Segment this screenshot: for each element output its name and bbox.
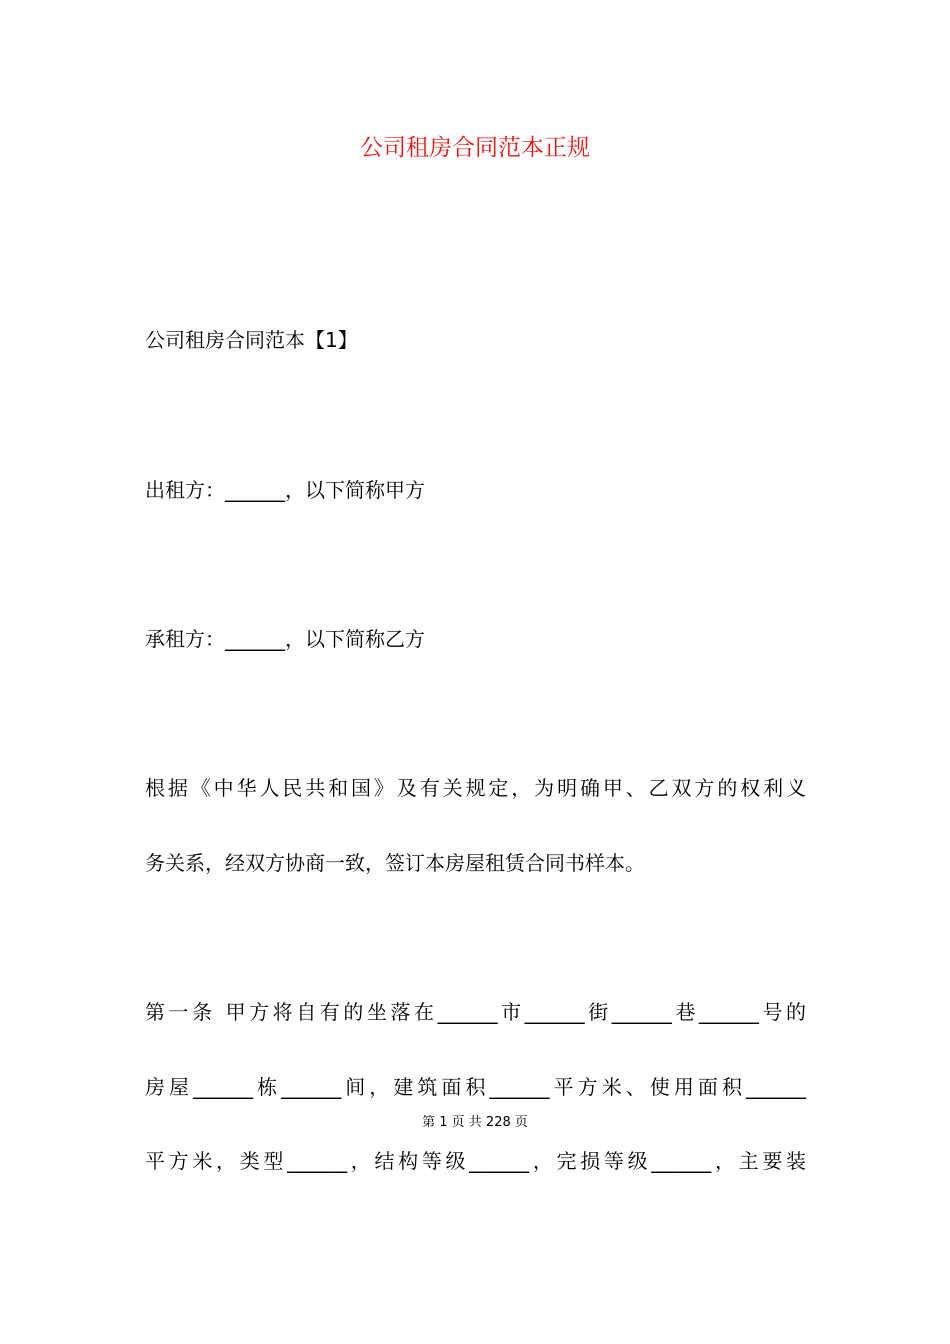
article1-line-3: 平方米，类型______，结构等级______，完损等级______，主要装 bbox=[145, 1149, 806, 1173]
preamble-line-1: 根据《中华人民共和国》及有关规定，为明确甲、乙双方的权利义 bbox=[145, 776, 806, 800]
lessee-line: 承租方：______，以下简称乙方 bbox=[145, 627, 425, 651]
article1-line-1: 第一条 甲方将自有的坐落在______市______街______巷______号的 bbox=[145, 1000, 806, 1024]
document-title: 公司租房合同范本正规 bbox=[360, 135, 590, 161]
article1-line-2: 房屋______栋______间，建筑面积______平方米、使用面积______ bbox=[145, 1075, 806, 1099]
lessor-line: 出租方：______，以下简称甲方 bbox=[145, 478, 425, 502]
preamble-line-2: 务关系，经双方协商一致，签订本房屋租赁合同书样本。 bbox=[145, 851, 645, 875]
page-footer: 第 1 页 共 228 页 bbox=[422, 1115, 528, 1130]
section-heading: 公司租房合同范本【1】 bbox=[145, 328, 358, 352]
